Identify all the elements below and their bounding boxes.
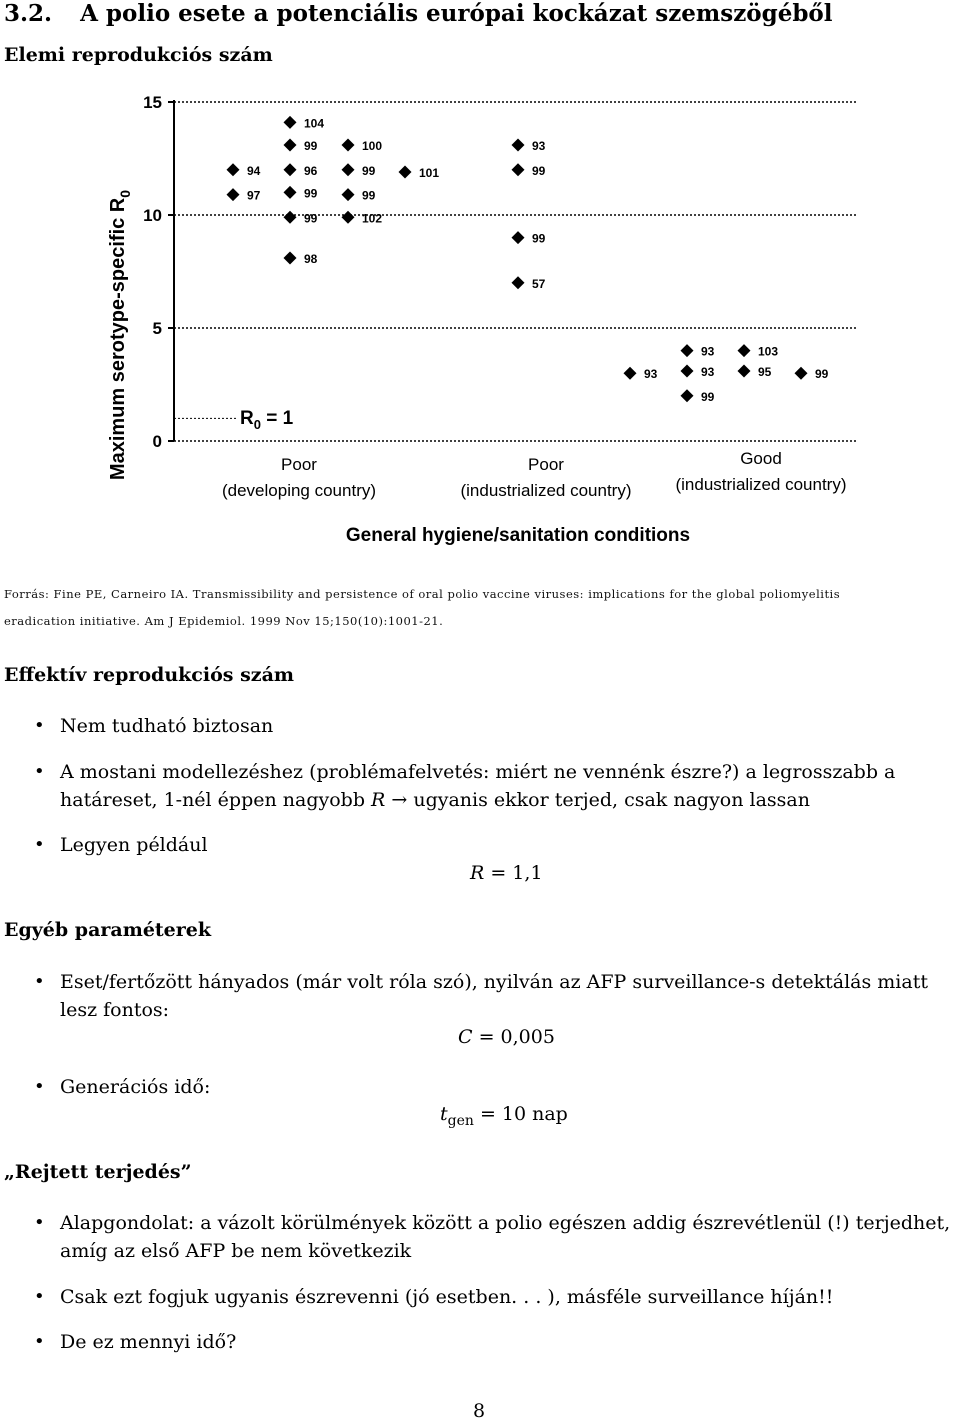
data-point-label: 99 [362, 188, 376, 203]
chart-axis [143, 93, 856, 451]
data-point [738, 344, 751, 357]
data-point [284, 251, 297, 264]
data-point [681, 364, 694, 377]
data-point [227, 163, 240, 176]
data-point-label: 104 [304, 116, 325, 131]
bullet-eset-fertozott-cont: lesz fontos: [60, 999, 170, 1021]
data-point-label: 99 [362, 163, 376, 178]
data-point [624, 367, 637, 380]
data-point [681, 344, 694, 357]
section-number: 3.2. [4, 0, 53, 27]
data-point [342, 138, 355, 151]
source-line-2: eradication initiative. Am J Epidemiol. 1999 Nov 15;150(10):1001-21. [4, 614, 444, 628]
subheading-rejtett: „Rejtett terjedés” [4, 1161, 192, 1183]
data-point-label: 99 [304, 211, 318, 226]
data-point-label: 102 [362, 211, 383, 226]
data-point-label: 93 [701, 364, 715, 379]
bullet-de-ez: • De ez mennyi idő? [60, 1328, 236, 1356]
data-point [284, 186, 297, 199]
chart-grid [174, 102, 856, 418]
data-point-label: 99 [532, 231, 546, 246]
data-point-label: 99 [815, 367, 829, 382]
bullet-eset-fertozott: • Eset/fertőzött hányados (már volt róla szó), nyilván az AFP surveillance-s detektálás miatt [60, 968, 928, 996]
data-point [284, 163, 297, 176]
data-point-label: 93 [532, 138, 546, 153]
data-point-label: 97 [247, 188, 261, 203]
subheading-elemi: Elemi reprodukciós szám [4, 44, 273, 66]
data-point-label: 101 [419, 166, 440, 181]
r0-threshold-label: $R_0 = 1$ [240, 408, 294, 432]
svg-text:(industrialized country): (industrialized country) [675, 475, 847, 494]
y-tick-label: 10 [143, 206, 162, 225]
svg-text:Poor: Poor [528, 455, 564, 474]
data-point [795, 367, 808, 380]
data-point [342, 211, 355, 224]
data-point [738, 364, 751, 377]
y-tick-label: 0 [152, 432, 162, 451]
group-label-2 [675, 449, 846, 494]
data-point-label: 93 [701, 344, 715, 359]
data-point-label: 95 [758, 364, 772, 379]
data-point [284, 138, 297, 151]
data-point-label: 96 [304, 163, 318, 178]
bullet-nem-tudhato: • Nem tudható biztosan [60, 712, 273, 740]
bullet-alapgondolat-cont: amíg az első AFP be nem következik [60, 1240, 412, 1262]
data-point [512, 231, 525, 244]
source-line-1: Forrás: Fine PE, Carneiro IA. Transmissibility and persistence of oral polio vaccine viruses: implications for the global poliomyelitis [4, 587, 841, 601]
data-point-label: 99 [304, 186, 318, 201]
y-axis-label: Maximum serotype-specific $R_0$ [107, 189, 133, 481]
data-point-label: 57 [532, 276, 546, 291]
data-point [512, 276, 525, 289]
data-point-label: 93 [644, 367, 658, 382]
data-point-label: 99 [701, 389, 715, 404]
section-title: A polio esete a potenciális európai kockázat szemszögéből [80, 0, 833, 27]
y-tick-label: 5 [152, 319, 162, 338]
data-point [284, 116, 297, 129]
equation-c: C = 0,005 [458, 1026, 555, 1048]
section-heading [4, 0, 833, 27]
bullet-alapgondolat: • Alapgondolat: a vázolt körülmények között a polio egészen addig észrevétlenül (!) terjedhet, [60, 1209, 950, 1237]
data-point [227, 188, 240, 201]
r0-scatter-chart [0, 80, 960, 560]
x-axis-label: General hygiene/sanitation conditions [345, 525, 691, 546]
group-label-1 [460, 455, 631, 500]
equation-tgen: $t_{gen} = 10$ nap [440, 1103, 568, 1129]
bullet-mostani: • A mostani modellezéshez (problémafelvetés: miért ne vennénk észre?) a legrosszabb a [60, 758, 895, 786]
bullet-csak-ezt: • Csak ezt fogjuk ugyanis észrevenni (jó esetben. . . ), másféle surveillance híján!! [60, 1283, 833, 1311]
bullet-mostani-cont: határeset, 1-nél éppen nagyobb R → ugyanis ekkor terjed, csak nagyon lassan [60, 789, 810, 811]
page-number: 8 [473, 1400, 486, 1422]
data-point-label: 94 [247, 163, 261, 178]
data-point-label: 98 [304, 251, 318, 266]
chart-points [227, 116, 829, 404]
svg-text:Poor: Poor [281, 455, 317, 474]
data-point [399, 166, 412, 179]
bullet-legyen: • Legyen például [60, 831, 208, 859]
data-point [342, 188, 355, 201]
data-point [681, 389, 694, 402]
group-label-0 [222, 455, 376, 500]
data-point [284, 211, 297, 224]
data-point [342, 163, 355, 176]
svg-text:(industrialized country): (industrialized country) [460, 481, 632, 500]
data-point-label: 99 [304, 138, 318, 153]
bullet-generacios: • Generációs idő: [60, 1073, 210, 1101]
svg-text:(developing country): (developing country) [221, 481, 377, 500]
svg-text:Good: Good [740, 449, 782, 468]
data-point-label: 100 [362, 138, 383, 153]
data-point [512, 138, 525, 151]
subheading-egyeb: Egyéb paraméterek [4, 919, 212, 941]
equation-r: R = 1,1 [470, 862, 543, 884]
data-point [512, 163, 525, 176]
data-point-label: 99 [532, 163, 546, 178]
subheading-effektiv: Effektív reprodukciós szám [4, 664, 294, 686]
y-tick-label: 15 [143, 93, 162, 112]
data-point-label: 103 [758, 344, 779, 359]
